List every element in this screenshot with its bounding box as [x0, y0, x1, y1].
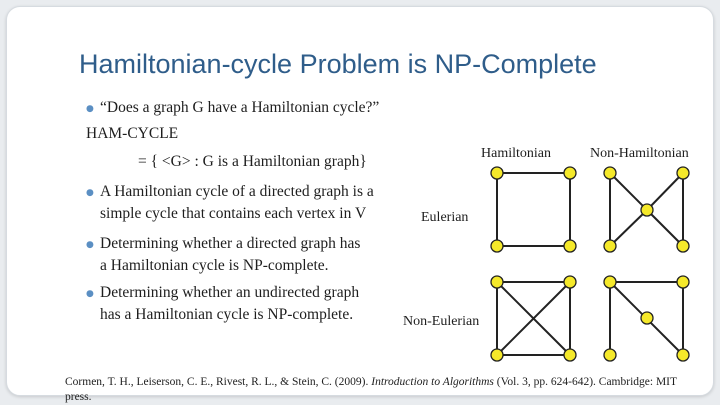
bullet-marker-3: ● [86, 240, 94, 250]
vertex [491, 240, 503, 252]
vertex [564, 276, 576, 288]
vertex [604, 167, 616, 179]
vertex [677, 349, 689, 361]
bullet-3-line-1: Determining whether a directed graph has [100, 235, 361, 252]
reference-details: (Vol. 3, pp. 624-642). Cambridge: MIT press. [65, 376, 677, 403]
vertex [491, 276, 503, 288]
bullet-marker-4: ● [86, 289, 94, 299]
vertex [564, 167, 576, 179]
reference-citation [65, 375, 705, 405]
ham-cycle-label: HAM-CYCLE [86, 125, 179, 142]
slide [6, 6, 714, 403]
bullet-marker-1: ● [86, 104, 94, 114]
graph-figure [7, 7, 713, 395]
label-eulerian: Eulerian [421, 210, 469, 225]
bullet-4-line-2: has a Hamiltonian cycle is NP-complete. [100, 306, 354, 323]
vertex [641, 312, 653, 324]
reference-book-title: Introduction to Algorithms [371, 376, 494, 388]
vertex [677, 240, 689, 252]
vertex [491, 349, 503, 361]
bullet-2-line-2: simple cycle that contains each vertex in V [100, 205, 367, 222]
reference-authors: Cormen, T. H., Leiserson, C. E., Rivest, R. L., & Stein, C. (2009). [65, 376, 369, 388]
vertex [564, 349, 576, 361]
slide-title: Hamiltonian-cycle Problem is NP-Complete [79, 49, 597, 79]
graph-hamiltonian-eulerian-vertices [491, 167, 576, 252]
label-hamiltonian: Hamiltonian [481, 146, 551, 161]
vertex [604, 276, 616, 288]
graph-hamiltonian-eulerian [497, 173, 570, 246]
ham-cycle-definition: = { <G> : G is a Hamiltonian graph} [138, 153, 367, 170]
vertex [677, 167, 689, 179]
bullet-2-line-1: A Hamiltonian cycle of a directed graph is a [100, 183, 374, 200]
vertex [604, 349, 616, 361]
bullet-3-line-2: a Hamiltonian cycle is NP-complete. [100, 257, 329, 274]
bullet-marker-2: ● [86, 188, 94, 198]
bullet-4-line-1: Determining whether an undirected graph [100, 284, 360, 301]
graph-hamiltonian-non-eulerian [497, 282, 570, 355]
vertex [604, 240, 616, 252]
label-non-eulerian: Non-Eulerian [403, 314, 480, 329]
vertex [641, 204, 653, 216]
vertex [564, 240, 576, 252]
label-non-hamiltonian: Non-Hamiltonian [590, 146, 689, 161]
bullet-1-text: “Does a graph G have a Hamiltonian cycle?” [100, 99, 380, 116]
vertex [491, 167, 503, 179]
vertex [677, 276, 689, 288]
